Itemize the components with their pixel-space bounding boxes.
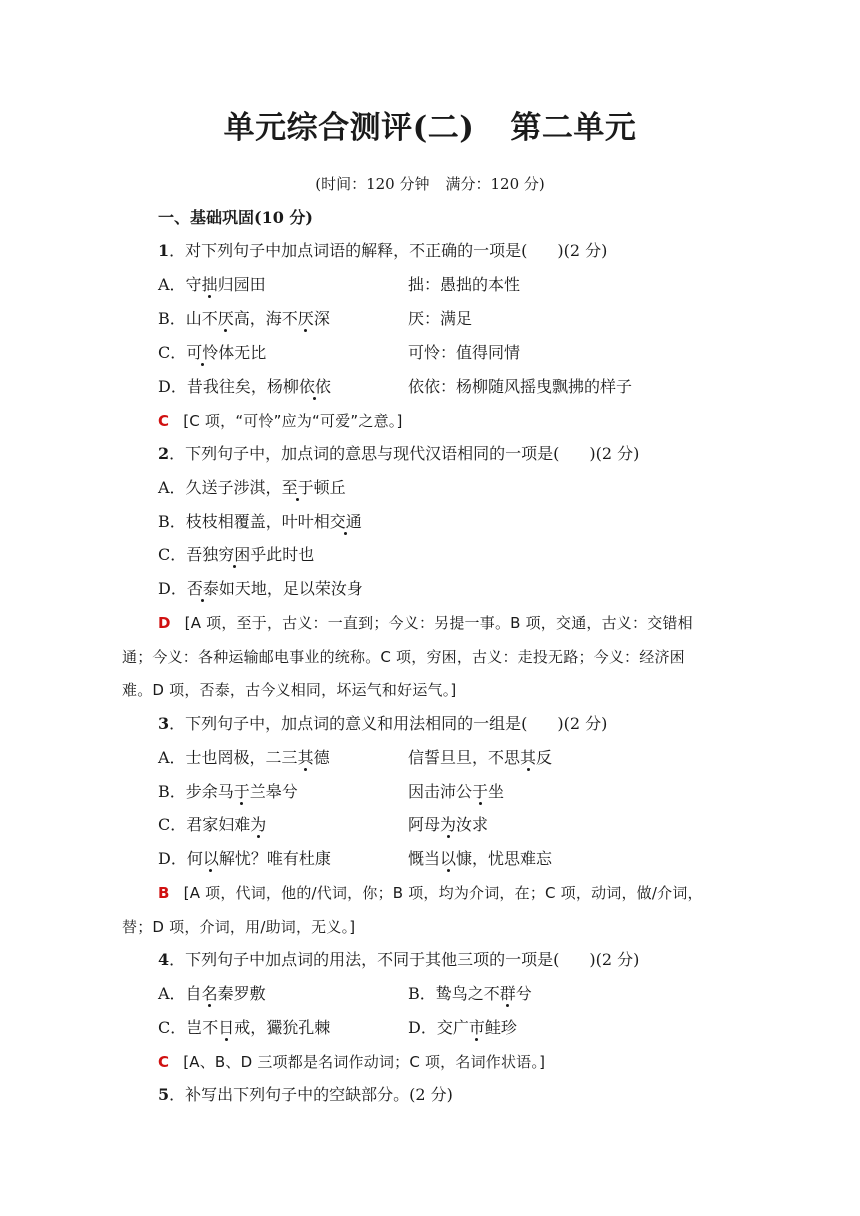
question-stem: ．下列句子中，加点词的意思与现代汉语相同的一项是(: [169, 444, 560, 463]
question-number: 1: [158, 241, 170, 260]
dotted-word: 厌: [217, 309, 234, 328]
option-text: 信誓旦旦，不思: [408, 748, 521, 767]
answer-letter: B: [158, 884, 170, 902]
option-a: [158, 748, 330, 768]
option-text: B．步余马: [158, 782, 234, 801]
question-4: [158, 950, 639, 970]
question-5: [158, 1085, 453, 1105]
option-b-pair: [408, 782, 504, 802]
option-text: 坐: [488, 782, 505, 801]
option-text: 戒，玁狁孔棘: [234, 1018, 331, 1037]
option-text: 兮: [515, 984, 532, 1003]
dotted-word: 其: [297, 748, 314, 767]
option-c: [158, 545, 314, 565]
option-d: [158, 849, 331, 869]
question-2: [158, 444, 639, 464]
option-b: [408, 984, 532, 1004]
dotted-word: 名: [201, 984, 218, 1003]
option-text: 阿母: [408, 815, 441, 834]
option-d: [408, 1018, 517, 1038]
question-points: )(2 分): [557, 714, 608, 733]
question-points: )(2 分): [589, 444, 640, 463]
answer-letter: C: [158, 1053, 170, 1071]
answer-explain: [A、B、D 三项都是名词作动词；C 项，名词作状语。]: [183, 1053, 546, 1071]
answer-letter: D: [158, 614, 171, 632]
option-c: [158, 815, 266, 835]
question-number: 5: [158, 1085, 170, 1104]
option-text: A．守: [158, 275, 202, 294]
option-text: D．昔我往矣，杨柳: [158, 377, 299, 396]
option-b-explain: 厌：满足: [408, 309, 473, 328]
dotted-word: 市: [468, 1018, 485, 1037]
option-text: 深: [313, 309, 330, 328]
option-b: [158, 782, 298, 802]
option-text: 慷，忧思难忘: [456, 849, 553, 868]
answer-letter: C: [158, 412, 170, 430]
answer-3: [158, 883, 703, 903]
option-a: [158, 275, 266, 295]
question-1: [158, 241, 607, 261]
dotted-word: 为: [250, 815, 267, 834]
option-text: B．鸷鸟之不: [408, 984, 500, 1003]
option-text: 体无比: [218, 343, 267, 362]
question-number: 4: [158, 950, 170, 969]
option-text: C．: [158, 343, 187, 362]
answer-explain-line: 难。D 项，否泰，古今义相同，坏运气和好运气。]: [122, 681, 457, 699]
dotted-word: 以: [202, 849, 219, 868]
answer-2: [158, 613, 693, 633]
option-c: [158, 1018, 330, 1038]
option-d: [158, 579, 363, 599]
dotted-word: 至于: [281, 478, 314, 497]
page-title: [0, 108, 860, 148]
option-text: D．何: [158, 849, 203, 868]
option-text: 如天地，足以荣汝身: [218, 579, 363, 598]
option-text: A．久送子涉淇，: [158, 478, 282, 497]
option-d-explain: 依依：杨柳随风摇曳飘拂的样子: [408, 377, 633, 396]
dotted-word: 日: [218, 1018, 235, 1037]
option-text: 反: [536, 748, 553, 767]
option-a-pair: [408, 748, 552, 768]
question-points: )(2 分): [589, 950, 640, 969]
answer-explain: [C 项，“可怜”应为“可爱”之意。]: [183, 412, 403, 430]
dotted-word: 为: [440, 815, 457, 834]
option-a: [158, 984, 266, 1004]
question-number: 3: [158, 714, 170, 733]
option-text: 秦罗敷: [217, 984, 266, 1003]
option-b: [158, 309, 330, 329]
option-text: 乎此时也: [250, 545, 315, 564]
option-text: 顿丘: [313, 478, 346, 497]
question-number: 2: [158, 444, 170, 463]
dotted-word: 交通: [329, 512, 362, 531]
option-text: B．枝枝相覆盖，叶叶相: [158, 512, 330, 531]
option-text: 德: [313, 748, 330, 767]
answer-1: [158, 411, 403, 431]
question-stem: ．对下列句子中加点词语的解释，不正确的一项是(: [169, 241, 528, 260]
option-text: C．岂不: [158, 1018, 219, 1037]
subtitle-time: (时间：120 分钟: [315, 175, 430, 193]
option-text: 汝求: [456, 815, 489, 834]
option-c-explain: 可怜：值得同情: [408, 343, 521, 362]
option-text: 归园田: [217, 275, 266, 294]
dotted-word: 于: [472, 782, 489, 801]
dotted-word: 其: [520, 748, 537, 767]
option-text: 高，海不: [233, 309, 298, 328]
answer-explain-line: 替；D 项，介词，用/助词，无义。]: [122, 918, 356, 936]
option-text: A．自: [158, 984, 202, 1003]
option-text: A．士也罔极，二三: [158, 748, 298, 767]
answer-4: [158, 1052, 545, 1072]
title-unit: 第二单元: [510, 110, 637, 146]
question-points: )(2 分): [557, 241, 608, 260]
dotted-word: 可怜: [186, 343, 219, 362]
section-heading: 一、基础巩固(10 分): [158, 208, 313, 227]
option-c-pair: [408, 815, 488, 835]
option-text: 兰皋兮: [249, 782, 298, 801]
option-text: D．交广: [408, 1018, 469, 1037]
option-a-explain: 拙：愚拙的本性: [408, 275, 521, 294]
dotted-word: 依依: [298, 377, 331, 396]
dotted-word: 于: [233, 782, 250, 801]
question-stem: ．下列句子中，加点词的意义和用法相同的一组是(: [169, 714, 528, 733]
option-b: [158, 512, 362, 532]
dotted-word: 穷困: [218, 545, 251, 564]
option-text: 解忧？唯有杜康: [218, 849, 331, 868]
option-text: 慨当: [408, 849, 441, 868]
option-c: [158, 343, 266, 363]
option-text: 鲑珍: [484, 1018, 517, 1037]
subtitle: [0, 173, 860, 194]
title-main: 单元综合测评(二): [223, 110, 475, 146]
question-stem: ．下列句子中加点词的用法，不同于其他三项的一项是(: [169, 950, 560, 969]
option-text: D．: [158, 579, 187, 598]
answer-explain-line: 通；今义：各种运输邮电事业的统称。C 项，穷困，古义：走投无路；今义：经济困: [122, 648, 685, 666]
option-d: [158, 377, 331, 397]
answer-explain: [A 项，代词，他的/代词，你；B 项，均为介词，在；C 项，动词，做/介词，: [183, 884, 703, 902]
option-text: C．君家妇难: [158, 815, 251, 834]
dotted-word: 拙: [201, 275, 218, 294]
dotted-word: 以: [440, 849, 457, 868]
subtitle-score: 满分：120 分): [445, 175, 545, 193]
dotted-word: 否泰: [186, 579, 219, 598]
option-text: B．山不: [158, 309, 218, 328]
question-3: [158, 714, 607, 734]
option-text: C．吾独: [158, 545, 219, 564]
question-stem: ．补写出下列句子中的空缺部分。(2 分): [169, 1085, 453, 1104]
option-text: 因击沛公: [408, 782, 473, 801]
answer-explain: [A 项，至于，古义：一直到；今义：另提一事。B 项，交通，古义：交错相: [184, 614, 693, 632]
dotted-word: 厌: [297, 309, 314, 328]
dotted-word: 群: [499, 984, 516, 1003]
option-d-pair: [408, 849, 552, 869]
option-a: [158, 478, 346, 498]
